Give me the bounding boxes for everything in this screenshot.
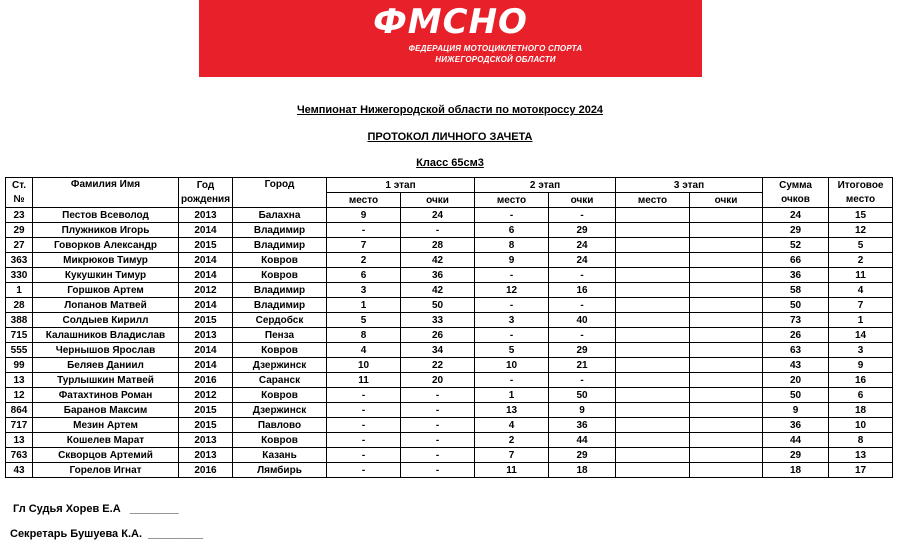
cell-stage2-points: - (549, 298, 616, 313)
cell-city: Дзержинск (233, 403, 327, 418)
cell-stage3-place (616, 223, 690, 238)
cell-stage3-points (690, 268, 763, 283)
cell-city: Сердобск (233, 313, 327, 328)
cell-total-points: 20 (763, 373, 829, 388)
cell-stage1-place: - (327, 388, 401, 403)
cell-city: Казань (233, 448, 327, 463)
header-name: Фамилия Имя (33, 178, 179, 208)
cell-stage1-place: - (327, 463, 401, 478)
header-stage1-place: место (327, 193, 401, 208)
cell-stage3-place (616, 283, 690, 298)
cell-rider-name: Горелов Игнат (33, 463, 179, 478)
cell-rider-name: Турлышкин Матвей (33, 373, 179, 388)
cell-stage3-place (616, 388, 690, 403)
cell-stage1-points: - (401, 223, 475, 238)
cell-stage1-points: 34 (401, 343, 475, 358)
cell-stage1-points: 28 (401, 238, 475, 253)
cell-stage2-place: 5 (475, 343, 549, 358)
cell-city: Пенза (233, 328, 327, 343)
table-row (6, 313, 893, 328)
results-body (6, 208, 893, 478)
cell-stage2-points: 50 (549, 388, 616, 403)
cell-start-number: 717 (6, 418, 33, 433)
cell-final-place: 12 (829, 223, 893, 238)
cell-stage2-points: 36 (549, 418, 616, 433)
cell-stage2-points: 29 (549, 343, 616, 358)
cell-city: Лямбирь (233, 463, 327, 478)
cell-total-points: 50 (763, 388, 829, 403)
cell-birth-year: 2015 (179, 238, 233, 253)
cell-stage3-points (690, 358, 763, 373)
cell-city: Ковров (233, 253, 327, 268)
header-stage1: 1 этап (327, 178, 475, 193)
header-city: Город (233, 178, 327, 208)
header-stage2-place: место (475, 193, 549, 208)
cell-total-points: 58 (763, 283, 829, 298)
cell-stage2-points: - (549, 328, 616, 343)
cell-stage3-place (616, 403, 690, 418)
secretary-signature: Секретарь Бушуева К.А. _________ (10, 528, 204, 540)
table-row (6, 463, 893, 478)
cell-stage3-points (690, 448, 763, 463)
header-birth-year: Год рождения (179, 178, 233, 208)
cell-stage2-place: - (475, 208, 549, 223)
cell-stage1-place: 6 (327, 268, 401, 283)
cell-rider-name: Говорков Александр (33, 238, 179, 253)
cell-final-place: 14 (829, 328, 893, 343)
cell-total-points: 29 (763, 223, 829, 238)
cell-city: Саранск (233, 373, 327, 388)
table-row (6, 298, 893, 313)
cell-final-place: 3 (829, 343, 893, 358)
cell-birth-year: 2014 (179, 223, 233, 238)
cell-city: Ковров (233, 388, 327, 403)
table-row (6, 223, 893, 238)
cell-start-number: 1 (6, 283, 33, 298)
cell-birth-year: 2014 (179, 268, 233, 283)
table-row (6, 328, 893, 343)
cell-rider-name: Баранов Максим (33, 403, 179, 418)
cell-start-number: 13 (6, 433, 33, 448)
cell-stage1-points: - (401, 388, 475, 403)
cell-total-points: 26 (763, 328, 829, 343)
cell-stage1-place: - (327, 403, 401, 418)
cell-birth-year: 2014 (179, 343, 233, 358)
cell-stage2-place: 11 (475, 463, 549, 478)
cell-total-points: 52 (763, 238, 829, 253)
cell-total-points: 24 (763, 208, 829, 223)
cell-stage1-points: 36 (401, 268, 475, 283)
table-row (6, 268, 893, 283)
cell-final-place: 15 (829, 208, 893, 223)
cell-stage3-points (690, 208, 763, 223)
cell-final-place: 10 (829, 418, 893, 433)
cell-stage1-points: 42 (401, 283, 475, 298)
cell-stage1-points: 20 (401, 373, 475, 388)
cell-total-points: 9 (763, 403, 829, 418)
cell-stage3-points (690, 403, 763, 418)
cell-final-place: 5 (829, 238, 893, 253)
cell-city: Владимир (233, 223, 327, 238)
cell-final-place: 6 (829, 388, 893, 403)
cell-stage3-place (616, 343, 690, 358)
header-stage2: 2 этап (475, 178, 616, 193)
cell-birth-year: 2012 (179, 388, 233, 403)
table-row (6, 343, 893, 358)
cell-final-place: 9 (829, 358, 893, 373)
cell-rider-name: Лопанов Матвей (33, 298, 179, 313)
cell-birth-year: 2016 (179, 373, 233, 388)
table-row (6, 418, 893, 433)
cell-stage2-points: - (549, 208, 616, 223)
chief-judge-signature: Гл Судья Хорев Е.А ________ (13, 503, 179, 515)
cell-city: Владимир (233, 238, 327, 253)
cell-stage2-place: 3 (475, 313, 549, 328)
cell-stage1-points: - (401, 433, 475, 448)
cell-stage3-points (690, 283, 763, 298)
cell-stage3-points (690, 223, 763, 238)
cell-stage2-place: 9 (475, 253, 549, 268)
cell-start-number: 99 (6, 358, 33, 373)
results-table (5, 177, 893, 478)
cell-start-number: 388 (6, 313, 33, 328)
cell-stage1-place: 1 (327, 298, 401, 313)
table-row (6, 373, 893, 388)
cell-stage1-place: 8 (327, 328, 401, 343)
cell-start-number: 13 (6, 373, 33, 388)
cell-stage1-points: - (401, 448, 475, 463)
cell-stage3-points (690, 298, 763, 313)
cell-stage3-points (690, 343, 763, 358)
cell-stage2-points: - (549, 268, 616, 283)
cell-birth-year: 2013 (179, 208, 233, 223)
cell-start-number: 763 (6, 448, 33, 463)
cell-rider-name: Фатахтинов Роман (33, 388, 179, 403)
cell-total-points: 29 (763, 448, 829, 463)
cell-stage1-place: - (327, 448, 401, 463)
cell-stage3-place (616, 448, 690, 463)
cell-birth-year: 2014 (179, 298, 233, 313)
cell-total-points: 18 (763, 463, 829, 478)
cell-stage2-points: 21 (549, 358, 616, 373)
cell-birth-year: 2012 (179, 283, 233, 298)
cell-start-number: 23 (6, 208, 33, 223)
cell-birth-year: 2013 (179, 328, 233, 343)
cell-stage3-points (690, 373, 763, 388)
cell-stage3-place (616, 358, 690, 373)
cell-total-points: 36 (763, 268, 829, 283)
cell-rider-name: Пестов Всеволод (33, 208, 179, 223)
cell-stage1-points: 24 (401, 208, 475, 223)
cell-stage3-place (616, 313, 690, 328)
cell-stage2-points: 16 (549, 283, 616, 298)
cell-stage3-place (616, 238, 690, 253)
cell-final-place: 13 (829, 448, 893, 463)
cell-city: Дзержинск (233, 358, 327, 373)
cell-stage1-points: 33 (401, 313, 475, 328)
cell-stage3-place (616, 253, 690, 268)
cell-stage1-place: - (327, 418, 401, 433)
cell-stage3-place (616, 268, 690, 283)
cell-stage2-place: 8 (475, 238, 549, 253)
table-row (6, 448, 893, 463)
cell-start-number: 864 (6, 403, 33, 418)
cell-rider-name: Скворцов Артемий (33, 448, 179, 463)
cell-rider-name: Плужников Игорь (33, 223, 179, 238)
cell-stage2-place: 1 (475, 388, 549, 403)
cell-birth-year: 2015 (179, 403, 233, 418)
cell-final-place: 18 (829, 403, 893, 418)
cell-stage3-place (616, 418, 690, 433)
cell-stage3-points (690, 418, 763, 433)
table-row (6, 238, 893, 253)
cell-stage2-place: 13 (475, 403, 549, 418)
cell-city: Ковров (233, 343, 327, 358)
cell-stage1-place: - (327, 223, 401, 238)
cell-total-points: 50 (763, 298, 829, 313)
table-row (6, 433, 893, 448)
cell-start-number: 28 (6, 298, 33, 313)
cell-stage3-points (690, 238, 763, 253)
cell-stage1-place: 7 (327, 238, 401, 253)
cell-stage1-place: 2 (327, 253, 401, 268)
table-row (6, 253, 893, 268)
cell-birth-year: 2015 (179, 418, 233, 433)
cell-birth-year: 2015 (179, 313, 233, 328)
cell-stage2-place: 7 (475, 448, 549, 463)
cell-rider-name: Горшков Артем (33, 283, 179, 298)
cell-stage2-points: 44 (549, 433, 616, 448)
cell-stage2-points: 9 (549, 403, 616, 418)
header-number: Ст. № (6, 178, 33, 208)
cell-stage1-place: - (327, 433, 401, 448)
header-stage3-place: место (616, 193, 690, 208)
header-final-place: Итоговое место (829, 178, 893, 208)
header-stage1-points: очки (401, 193, 475, 208)
cell-start-number: 29 (6, 223, 33, 238)
cell-rider-name: Кукушкин Тимур (33, 268, 179, 283)
cell-stage1-points: 50 (401, 298, 475, 313)
cell-stage3-place (616, 298, 690, 313)
cell-birth-year: 2014 (179, 253, 233, 268)
table-row (6, 403, 893, 418)
cell-total-points: 43 (763, 358, 829, 373)
cell-birth-year: 2016 (179, 463, 233, 478)
cell-stage2-points: - (549, 373, 616, 388)
cell-final-place: 2 (829, 253, 893, 268)
cell-rider-name: Солдыев Кирилл (33, 313, 179, 328)
cell-birth-year: 2014 (179, 358, 233, 373)
cell-final-place: 16 (829, 373, 893, 388)
org-name-line1: ФЕДЕРАЦИЯ МОТОЦИКЛЕТНОГО СПОРТА (408, 44, 583, 53)
cell-final-place: 17 (829, 463, 893, 478)
cell-stage1-points: 22 (401, 358, 475, 373)
cell-stage2-points: 18 (549, 463, 616, 478)
cell-stage3-points (690, 388, 763, 403)
cell-total-points: 73 (763, 313, 829, 328)
cell-final-place: 11 (829, 268, 893, 283)
cell-stage1-points: - (401, 403, 475, 418)
cell-total-points: 44 (763, 433, 829, 448)
cell-stage1-place: 10 (327, 358, 401, 373)
cell-rider-name: Чернышов Ярослав (33, 343, 179, 358)
cell-stage2-place: 4 (475, 418, 549, 433)
cell-start-number: 330 (6, 268, 33, 283)
cell-stage1-place: 11 (327, 373, 401, 388)
cell-birth-year: 2013 (179, 433, 233, 448)
protocol-title: ПРОТОКОЛ ЛИЧНОГО ЗАЧЕТА (367, 131, 533, 143)
cell-stage3-points (690, 463, 763, 478)
cell-stage3-place (616, 373, 690, 388)
cell-stage1-points: 26 (401, 328, 475, 343)
header-stage3: 3 этап (616, 178, 763, 193)
cell-stage2-place: - (475, 373, 549, 388)
cell-start-number: 555 (6, 343, 33, 358)
cell-stage2-place: 10 (475, 358, 549, 373)
table-row (6, 208, 893, 223)
header-sum: Сумма очков (763, 178, 829, 208)
cell-city: Ковров (233, 433, 327, 448)
class-title: Класс 65см3 (416, 157, 484, 169)
cell-city: Павлово (233, 418, 327, 433)
org-name-line2: НИЖЕГОРОДСКОЙ ОБЛАСТИ (435, 55, 556, 64)
header-stage2-points: очки (549, 193, 616, 208)
table-row (6, 283, 893, 298)
cell-rider-name: Калашников Владислав (33, 328, 179, 343)
cell-rider-name: Микрюков Тимур (33, 253, 179, 268)
cell-stage2-place: - (475, 268, 549, 283)
cell-rider-name: Беляев Даниил (33, 358, 179, 373)
cell-total-points: 66 (763, 253, 829, 268)
cell-stage3-points (690, 313, 763, 328)
cell-stage3-place (616, 208, 690, 223)
cell-final-place: 4 (829, 283, 893, 298)
federation-banner (199, 0, 702, 77)
cell-start-number: 715 (6, 328, 33, 343)
cell-rider-name: Мезин Артем (33, 418, 179, 433)
cell-stage2-points: 24 (549, 253, 616, 268)
cell-stage2-place: - (475, 328, 549, 343)
cell-stage2-place: 12 (475, 283, 549, 298)
header-stage3-points: очки (690, 193, 763, 208)
cell-start-number: 12 (6, 388, 33, 403)
cell-start-number: 27 (6, 238, 33, 253)
cell-stage3-points (690, 253, 763, 268)
cell-final-place: 7 (829, 298, 893, 313)
cell-stage1-points: - (401, 463, 475, 478)
cell-final-place: 8 (829, 433, 893, 448)
championship-title: Чемпионат Нижегородской области по мотокроссу 2024 (296, 104, 604, 116)
cell-stage1-points: - (401, 418, 475, 433)
cell-birth-year: 2013 (179, 448, 233, 463)
cell-final-place: 1 (829, 313, 893, 328)
cell-rider-name: Кошелев Марат (33, 433, 179, 448)
cell-stage1-place: 5 (327, 313, 401, 328)
cell-stage2-place: 6 (475, 223, 549, 238)
cell-start-number: 43 (6, 463, 33, 478)
cell-stage1-points: 42 (401, 253, 475, 268)
cell-city: Владимир (233, 283, 327, 298)
cell-city: Ковров (233, 268, 327, 283)
cell-stage3-place (616, 433, 690, 448)
cell-stage1-place: 3 (327, 283, 401, 298)
table-row (6, 358, 893, 373)
cell-city: Балахна (233, 208, 327, 223)
cell-stage2-points: 29 (549, 448, 616, 463)
cell-city: Владимир (233, 298, 327, 313)
cell-total-points: 36 (763, 418, 829, 433)
cell-stage2-place: 2 (475, 433, 549, 448)
cell-stage3-points (690, 328, 763, 343)
cell-stage3-points (690, 433, 763, 448)
cell-stage1-place: 9 (327, 208, 401, 223)
cell-stage2-place: - (475, 298, 549, 313)
cell-stage1-place: 4 (327, 343, 401, 358)
cell-stage3-place (616, 463, 690, 478)
cell-stage2-points: 40 (549, 313, 616, 328)
federation-logo: ФМСНО (373, 2, 528, 42)
cell-stage2-points: 29 (549, 223, 616, 238)
table-row (6, 388, 893, 403)
cell-stage3-place (616, 328, 690, 343)
cell-start-number: 363 (6, 253, 33, 268)
cell-total-points: 63 (763, 343, 829, 358)
cell-stage2-points: 24 (549, 238, 616, 253)
